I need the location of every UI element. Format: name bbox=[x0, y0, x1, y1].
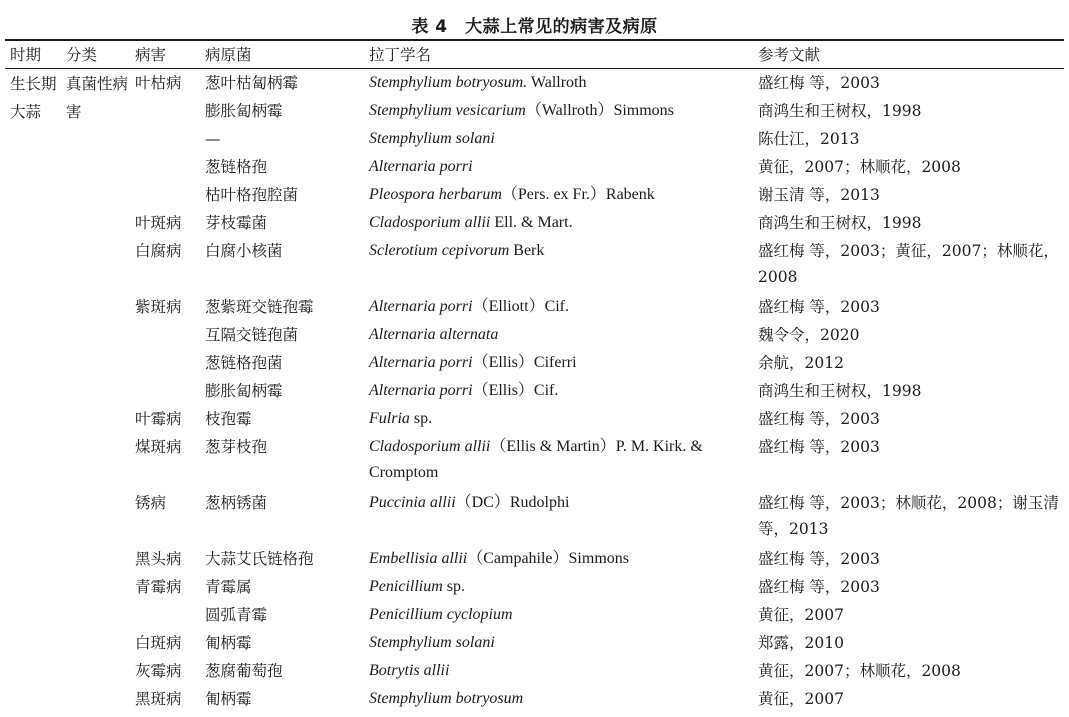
row-pathogen: — bbox=[205, 130, 221, 148]
row-latin-name bbox=[369, 574, 749, 600]
row-references: 黄征，2007 bbox=[758, 606, 844, 624]
row-disease: 白斑病 bbox=[135, 634, 182, 652]
row-latin-name bbox=[369, 322, 749, 348]
row-latin-name bbox=[369, 350, 749, 376]
row-references: 盛红梅 等，2003 bbox=[758, 550, 880, 568]
period-cell: 生长期大蒜 bbox=[10, 75, 57, 121]
latin-genus-species: Cladosporium allii bbox=[369, 214, 491, 231]
latin-genus-species: Alternaria porri bbox=[369, 382, 473, 399]
latin-genus-species: Embellisia allii bbox=[369, 550, 468, 567]
row-references: 魏令令，2020 bbox=[758, 326, 860, 344]
row-latin-name bbox=[369, 658, 749, 684]
header-rule bbox=[5, 68, 1064, 69]
header-refs: 参考文献 bbox=[758, 46, 821, 64]
row-references: 盛红梅 等，2003 bbox=[758, 74, 880, 92]
latin-genus-species: Stemphylium solani bbox=[369, 634, 495, 651]
row-disease: 黑头病 bbox=[135, 550, 182, 568]
row-disease: 煤斑病 bbox=[135, 438, 182, 456]
header-disease: 病害 bbox=[135, 46, 167, 64]
row-pathogen: 葱链格孢 bbox=[205, 158, 268, 176]
row-pathogen: 葱链格孢菌 bbox=[205, 354, 283, 372]
latin-genus-species: Cladosporium allii bbox=[369, 438, 491, 455]
latin-authority: （Elliott）Cif. bbox=[472, 298, 570, 315]
row-pathogen: 青霉属 bbox=[205, 578, 252, 596]
row-pathogen: 芽枝霉菌 bbox=[205, 214, 268, 232]
row-pathogen: 匍柄霉 bbox=[205, 634, 252, 652]
latin-authority: （Pers. ex Fr.）Rabenk bbox=[501, 186, 655, 203]
row-pathogen: 膨胀匐柄霉 bbox=[205, 382, 283, 400]
row-disease: 灰霉病 bbox=[135, 662, 182, 680]
row-references: 盛红梅 等，2003；林顺花，2008；谢玉清 等，2013 bbox=[758, 494, 1059, 538]
latin-authority: Ell. & Mart. bbox=[490, 214, 573, 231]
row-pathogen: 葱紫斑交链孢霉 bbox=[205, 298, 314, 316]
row-references: 盛红梅 等，2003 bbox=[758, 410, 880, 428]
latin-genus-species: Penicillium bbox=[369, 578, 443, 595]
row-latin-name bbox=[369, 70, 749, 96]
row-latin-name bbox=[369, 602, 749, 628]
latin-authority: （DC）Rudolphi bbox=[455, 494, 570, 511]
header-category: 分类 bbox=[66, 46, 98, 64]
table-caption: 表 4 大蒜上常见的病害及病原 bbox=[411, 17, 658, 37]
row-disease: 叶霉病 bbox=[135, 410, 182, 428]
row-latin-name bbox=[369, 434, 749, 486]
row-references: 谢玉清 等，2013 bbox=[758, 186, 880, 204]
row-pathogen: 葱芽枝孢 bbox=[205, 438, 268, 456]
row-references: 黄征，2007 bbox=[758, 690, 844, 708]
latin-authority: （Ellis）Ciferri bbox=[472, 354, 577, 371]
row-disease: 黑斑病 bbox=[135, 690, 182, 708]
row-disease: 叶枯病 bbox=[135, 74, 182, 92]
row-latin-name bbox=[369, 406, 749, 432]
row-latin-name bbox=[369, 238, 749, 264]
row-references: 盛红梅 等，2003 bbox=[758, 438, 880, 456]
row-latin-name bbox=[369, 630, 749, 656]
latin-genus-species: Puccinia allii bbox=[369, 494, 456, 511]
latin-genus-species: Alternaria porri bbox=[369, 354, 473, 371]
latin-authority: sp. bbox=[442, 578, 465, 595]
latin-authority: （Wallroth）Simmons bbox=[525, 102, 674, 119]
row-pathogen: 葱腐葡萄孢 bbox=[205, 662, 283, 680]
latin-genus-species: Fulria bbox=[369, 410, 410, 427]
row-references: 郑露，2010 bbox=[758, 634, 844, 652]
row-references: 盛红梅 等，2003 bbox=[758, 578, 880, 596]
header-latin: 拉丁学名 bbox=[369, 46, 432, 64]
latin-authority: （Ellis）Cif. bbox=[472, 382, 559, 399]
latin-authority: sp. bbox=[409, 410, 433, 427]
latin-genus-species: Sclerotium cepivorum bbox=[369, 242, 510, 259]
row-latin-name bbox=[369, 546, 749, 572]
category-cell: 真菌性病害 bbox=[66, 75, 129, 121]
latin-authority: Berk bbox=[509, 242, 545, 259]
row-latin-name bbox=[369, 126, 749, 152]
row-pathogen: 枝孢霉 bbox=[205, 410, 252, 428]
row-latin-name bbox=[369, 490, 749, 516]
row-pathogen: 葱叶枯匐柄霉 bbox=[205, 74, 299, 92]
row-references: 商鸿生和王树权，1998 bbox=[758, 214, 922, 232]
row-latin-name bbox=[369, 210, 749, 236]
row-pathogen: 白腐小核菌 bbox=[205, 242, 283, 260]
latin-genus-species: Alternaria alternata bbox=[369, 326, 499, 343]
row-latin-name bbox=[369, 294, 749, 320]
top-rule bbox=[5, 39, 1064, 41]
row-disease: 青霉病 bbox=[135, 578, 182, 596]
row-references: 黄征，2007；林顺花，2008 bbox=[758, 158, 961, 176]
row-references: 盛红梅 等，2003；黄征，2007；林顺花，2008 bbox=[758, 242, 1059, 286]
row-references: 商鸿生和王树权，1998 bbox=[758, 102, 922, 120]
row-latin-name bbox=[369, 182, 749, 208]
latin-authority: Wallroth bbox=[527, 74, 587, 91]
header-period: 时期 bbox=[10, 46, 42, 64]
latin-genus-species: Penicillium cyclopium bbox=[369, 606, 513, 623]
row-references: 商鸿生和王树权，1998 bbox=[758, 382, 922, 400]
row-disease: 紫斑病 bbox=[135, 298, 182, 316]
row-pathogen: 互隔交链孢菌 bbox=[205, 326, 299, 344]
latin-authority: （Campahile）Simmons bbox=[467, 550, 629, 567]
row-pathogen: 大蒜艾氏链格孢 bbox=[205, 550, 314, 568]
latin-genus-species: Stemphylium botryosum. bbox=[369, 74, 528, 91]
row-latin-name bbox=[369, 378, 749, 404]
row-latin-name bbox=[369, 686, 749, 712]
latin-genus-species: Alternaria porri bbox=[369, 298, 473, 315]
row-references: 陈仕江，2013 bbox=[758, 130, 860, 148]
row-pathogen: 葱柄锈菌 bbox=[205, 494, 268, 512]
row-pathogen: 膨胀匐柄霉 bbox=[205, 102, 283, 120]
row-references: 余航，2012 bbox=[758, 354, 844, 372]
row-pathogen: 枯叶格孢腔菌 bbox=[205, 186, 299, 204]
latin-genus-species: Stemphylium solani bbox=[369, 130, 495, 147]
row-disease: 锈病 bbox=[135, 494, 167, 512]
latin-genus-species: Stemphylium vesicarium bbox=[369, 102, 526, 119]
row-latin-name bbox=[369, 98, 749, 124]
row-references: 黄征，2007；林顺花，2008 bbox=[758, 662, 961, 680]
latin-genus-species: Pleospora herbarum bbox=[369, 186, 502, 203]
latin-genus-species: Stemphylium botryosum bbox=[369, 690, 524, 707]
row-references: 盛红梅 等，2003 bbox=[758, 298, 880, 316]
header-pathogen: 病原菌 bbox=[205, 46, 252, 64]
latin-genus-species: Botrytis allii bbox=[369, 662, 450, 679]
latin-authority: （Ellis & Martin）P. M. Kirk. & Cromptom bbox=[369, 438, 703, 481]
row-disease: 叶斑病 bbox=[135, 214, 182, 232]
row-pathogen: 圆弧青霉 bbox=[205, 606, 268, 624]
row-pathogen: 匍柄霉 bbox=[205, 690, 252, 708]
row-latin-name bbox=[369, 154, 749, 180]
latin-genus-species: Alternaria porri bbox=[369, 158, 473, 175]
row-disease: 白腐病 bbox=[135, 242, 182, 260]
